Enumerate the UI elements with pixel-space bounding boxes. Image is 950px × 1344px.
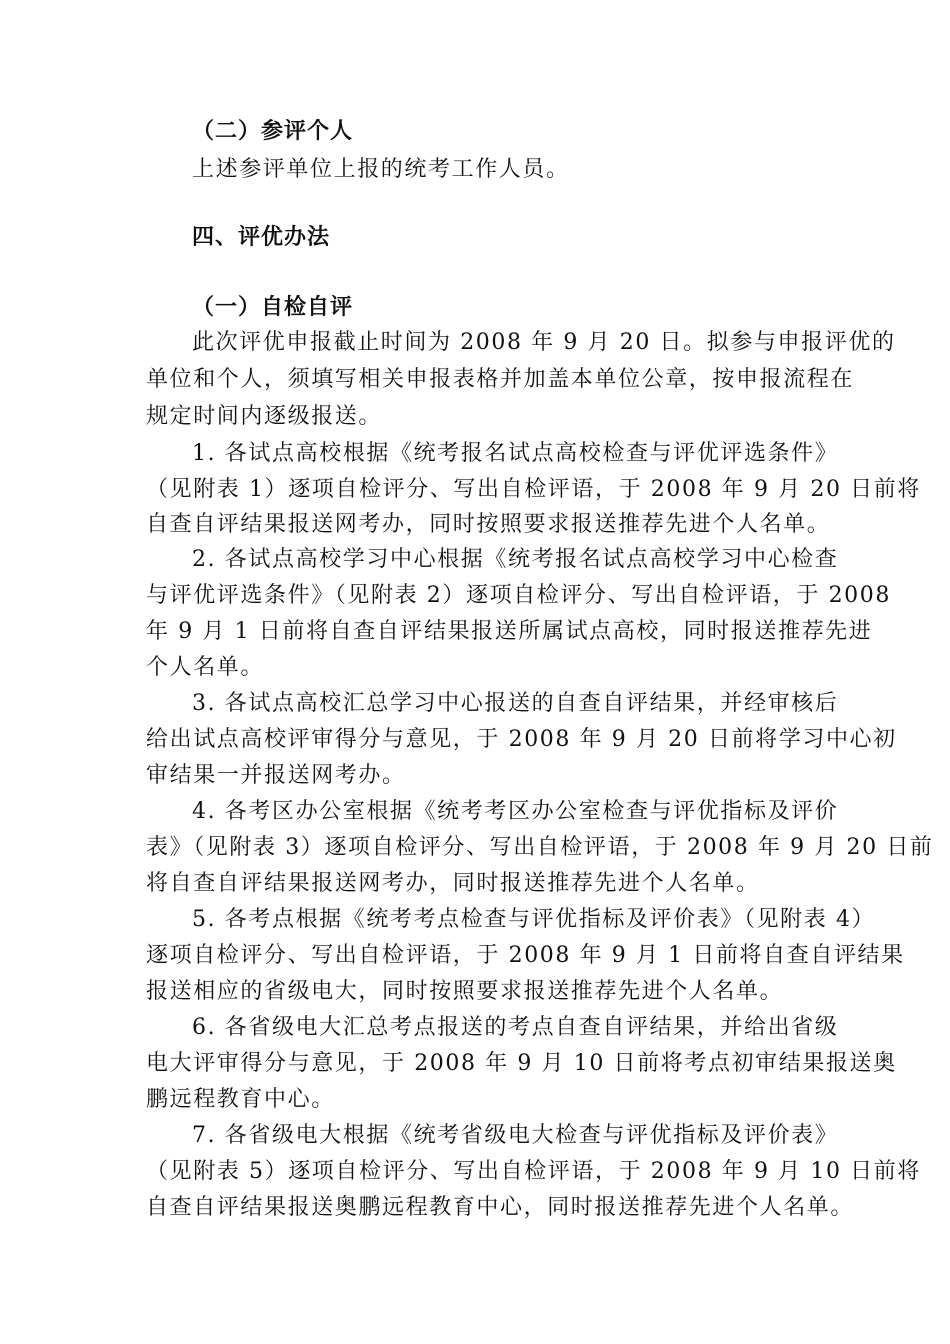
section-heading-evaluation-method: 四、评优办法	[192, 225, 331, 250]
list-item-line: 个人名单。	[146, 655, 265, 680]
list-item-line: 1. 各试点高校根据《统考报名试点高校检查与评优评选条件》	[192, 441, 839, 466]
list-item-line: 与评优评选条件》（见附表 2）逐项自检评分、写出自检评语，于 2008	[146, 583, 891, 608]
paragraph-line: 上述参评单位上报的统考工作人员。	[192, 157, 570, 182]
list-item-line: 3. 各试点高校汇总学习中心报送的自查自评结果，并经审核后	[192, 691, 839, 716]
list-item-line: 2. 各试点高校学习中心根据《统考报名试点高校学习中心检查	[192, 547, 839, 572]
list-item-line: 5. 各考点根据《统考考点检查与评优指标及评价表》（见附表 4）	[192, 907, 876, 932]
paragraph-line: 此次评优申报截止时间为 2008 年 9 月 20 日。拟参与申报评优的	[192, 330, 896, 355]
list-item-line: （见附表 1）逐项自检评分、写出自检评语，于 2008 年 9 月 20 日前将	[146, 477, 921, 502]
list-item-line: 表》（见附表 3）逐项自检评分、写出自检评语，于 2008 年 9 月 20 日前	[146, 835, 934, 860]
list-item-line: 给出试点高校评审得分与意见，于 2008 年 9 月 20 日前将学习中心初	[146, 727, 897, 752]
list-item-line: 电大评审得分与意见，于 2008 年 9 月 10 日前将考点初审结果报送奥	[146, 1051, 897, 1076]
list-item-line: 年 9 月 1 日前将自查自评结果报送所属试点高校，同时报送推荐先进	[146, 619, 873, 644]
list-item-line: 鹏远程教育中心。	[146, 1087, 335, 1112]
list-item-line: 审结果一并报送网考办。	[146, 763, 406, 788]
list-item-line: 报送相应的省级电大，同时按照要求报送推荐先进个人名单。	[146, 979, 784, 1004]
paragraph-line: 单位和个人，须填写相关申报表格并加盖本单位公章，按申报流程在	[146, 367, 855, 392]
list-item-line: 逐项自检评分、写出自检评语，于 2008 年 9 月 1 日前将自查自评结果	[146, 943, 905, 968]
list-item-line: （见附表 5）逐项自检评分、写出自检评语，于 2008 年 9 月 10 日前将	[146, 1159, 921, 1184]
list-item-line: 4. 各考区办公室根据《统考考区办公室检查与评优指标及评价	[192, 799, 839, 824]
list-item-line: 自查自评结果报送奥鹏远程教育中心，同时报送推荐先进个人名单。	[146, 1195, 855, 1220]
paragraph-line: 规定时间内逐级报送。	[146, 404, 383, 429]
list-item-line: 7. 各省级电大根据《统考省级电大检查与评优指标及评价表》	[192, 1123, 839, 1148]
list-item-line: 将自查自评结果报送网考办，同时报送推荐先进个人名单。	[146, 871, 760, 896]
list-item-line: 6. 各省级电大汇总考点报送的考点自查自评结果，并给出省级	[192, 1015, 839, 1040]
list-item-line: 自查自评结果报送网考办，同时按照要求报送推荐先进个人名单。	[146, 512, 831, 537]
section-heading-participating-individuals: （二）参评个人	[192, 119, 354, 144]
subsection-heading-self-check: （一）自检自评	[192, 295, 354, 320]
